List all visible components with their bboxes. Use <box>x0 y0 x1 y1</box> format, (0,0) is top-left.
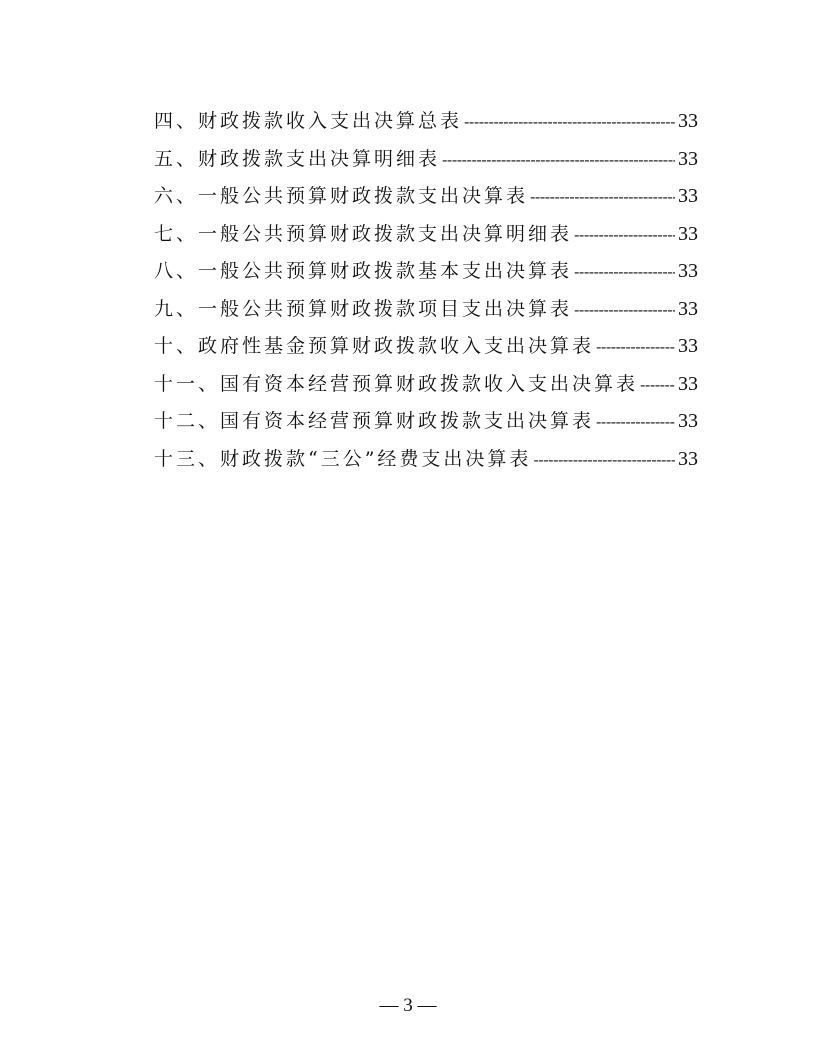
toc-dot-leader <box>530 178 675 216</box>
toc-entry[interactable] <box>154 141 698 179</box>
toc-entry-page: 33 <box>678 297 698 320</box>
toc-entry-page: 33 <box>678 110 698 132</box>
toc-entry-title: 五、财政拨款支出决算明细表 <box>154 147 441 170</box>
toc-entry-page: 33 <box>678 222 698 245</box>
toc-dot-leader <box>640 366 675 404</box>
toc-entry-title: 十、政府性基金预算财政拨款收入支出决算表 <box>154 335 595 357</box>
toc-entry[interactable] <box>154 403 698 441</box>
toc-entry[interactable] <box>154 291 698 329</box>
toc-entry-title: 七、一般公共预算财政拨款支出决算明细表 <box>154 222 573 245</box>
toc-entry[interactable] <box>154 216 698 254</box>
toc-dot-leader <box>596 328 675 366</box>
toc-dot-leader <box>596 403 675 441</box>
table-of-contents <box>154 103 698 478</box>
toc-dot-leader <box>574 291 675 329</box>
toc-entry-title: 八、一般公共预算财政拨款基本支出决算表 <box>154 260 573 282</box>
toc-entry[interactable] <box>154 253 698 291</box>
toc-entry-title: 九、一般公共预算财政拨款项目支出决算表 <box>154 297 573 320</box>
toc-entry-page: 33 <box>678 260 698 282</box>
toc-entry-page: 33 <box>678 147 698 170</box>
toc-dot-leader <box>533 441 675 479</box>
toc-dot-leader <box>574 216 675 254</box>
page-number: — 3 — <box>379 995 437 1016</box>
toc-dot-leader <box>574 253 675 291</box>
toc-entry-page: 33 <box>678 410 698 432</box>
toc-dot-leader <box>464 103 675 141</box>
toc-dot-leader <box>442 141 675 179</box>
toc-entry[interactable] <box>154 441 698 479</box>
toc-entry-title: 六、一般公共预算财政拨款支出决算表 <box>154 185 529 207</box>
toc-entry-title: 十二、国有资本经营预算财政拨款支出决算表 <box>154 410 595 432</box>
toc-entry-title: 十一、国有资本经营预算财政拨款收入支出决算表 <box>154 372 639 395</box>
toc-entry-page: 33 <box>678 372 698 395</box>
toc-entry[interactable] <box>154 103 698 141</box>
toc-entry-title: 十三、财政拨款“三公”经费支出决算表 <box>154 447 532 470</box>
toc-entry[interactable] <box>154 366 698 404</box>
toc-entry-page: 33 <box>678 447 698 470</box>
toc-entry-title: 四、财政拨款收入支出决算总表 <box>154 110 463 132</box>
toc-entry-page: 33 <box>678 335 698 357</box>
toc-entry-page: 33 <box>678 185 698 207</box>
toc-entry[interactable] <box>154 328 698 366</box>
toc-entry[interactable] <box>154 178 698 216</box>
